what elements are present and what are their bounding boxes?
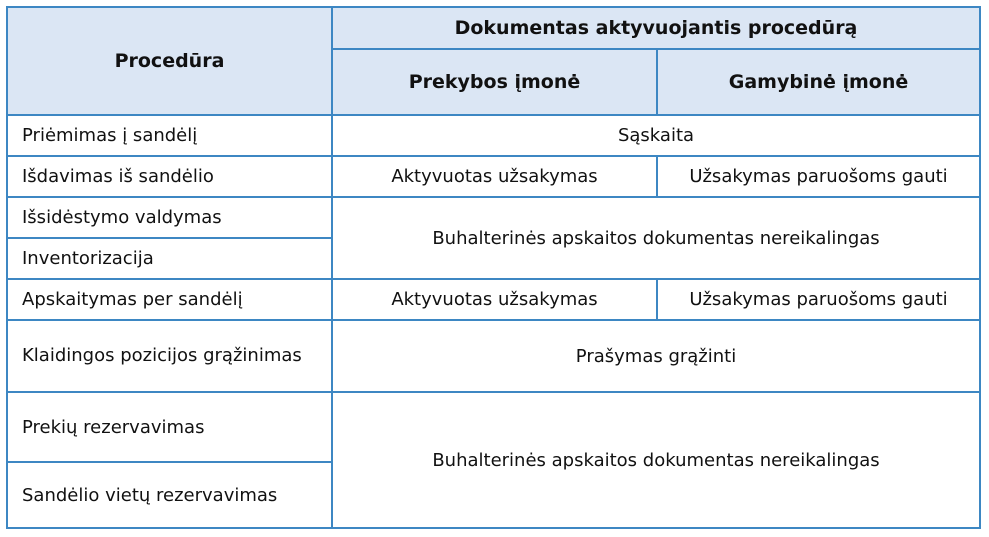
procedure-cell: Apskaitymas per sandėlį [7,279,332,320]
trade-document-cell: Aktyvuotas užsakymas [332,279,657,320]
manufacturing-document-cell: Užsakymas paruošoms gauti [657,279,980,320]
procedure-cell: Klaidingos pozicijos grąžinimas [7,320,332,392]
table-row [7,320,980,392]
table-row [7,197,980,238]
table-row [7,115,980,156]
document-cell: Buhalterinės apskaitos dokumentas nereikalingas [332,392,980,528]
procedure-document-table [6,6,981,529]
procedure-cell: Prekių rezervavimas [7,392,332,462]
document-cell: Buhalterinės apskaitos dokumentas nereikalingas [332,197,980,279]
header-trade-company: Prekybos įmonė [332,49,657,115]
procedure-cell: Inventorizacija [7,238,332,279]
table-row [7,279,980,320]
header-manufacturing-company: Gamybinė įmonė [657,49,980,115]
document-cell: Sąskaita [332,115,980,156]
document-cell: Prašymas grąžinti [332,320,980,392]
header-procedure: Procedūra [7,7,332,115]
table-row [7,156,980,197]
header-document-group: Dokumentas aktyvuojantis procedūrą [332,7,980,49]
procedure-cell: Priėmimas į sandėlį [7,115,332,156]
trade-document-cell: Aktyvuotas užsakymas [332,156,657,197]
table-row [7,392,980,462]
procedure-cell: Išsidėstymo valdymas [7,197,332,238]
procedure-cell: Sandėlio vietų rezervavimas [7,462,332,528]
header-row [7,7,980,49]
procedure-cell: Išdavimas iš sandėlio [7,156,332,197]
manufacturing-document-cell: Užsakymas paruošoms gauti [657,156,980,197]
